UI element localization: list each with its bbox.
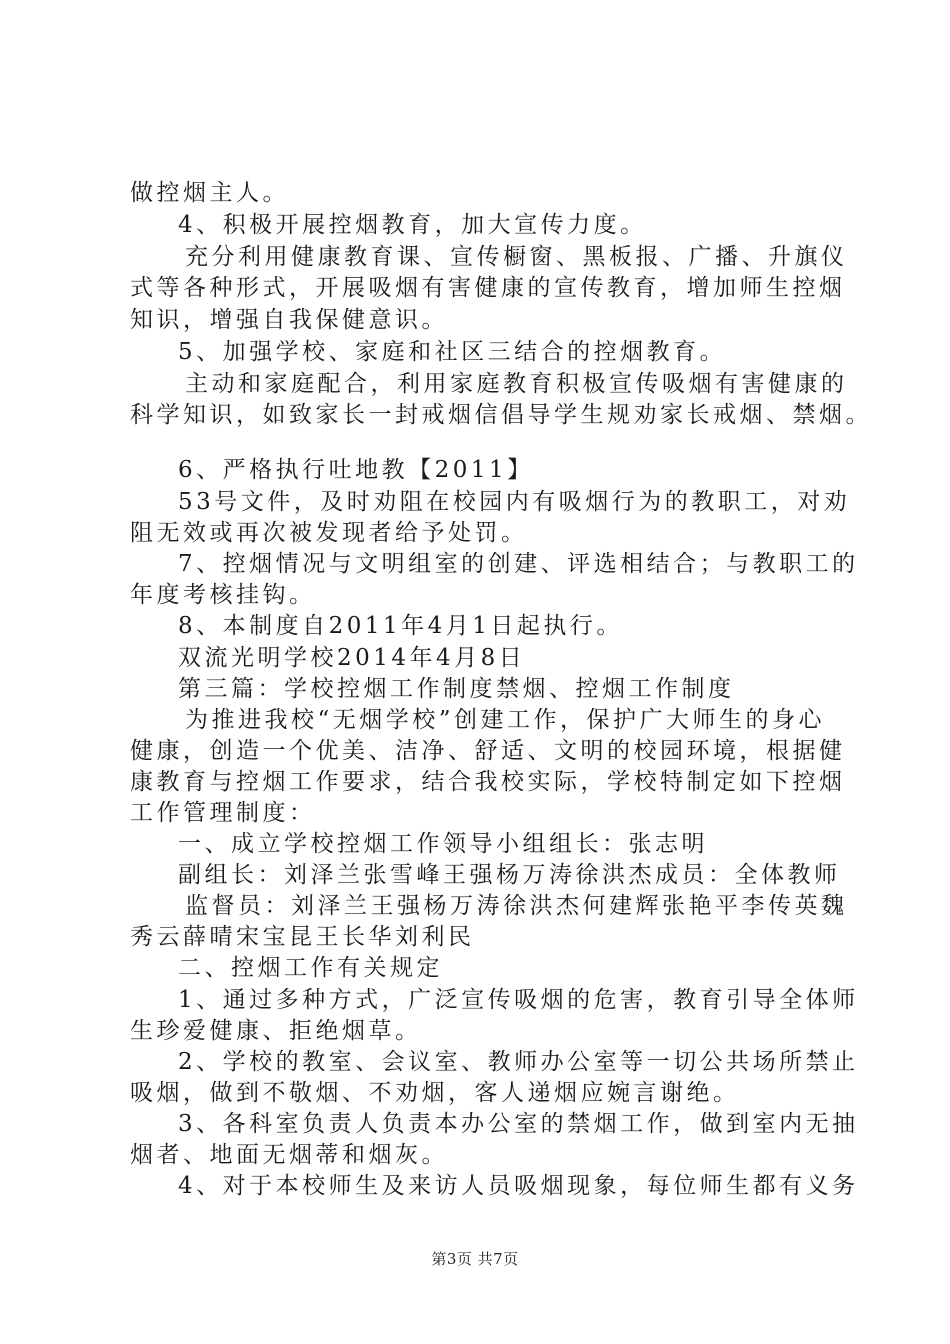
text-line: 5、加强学校、家庭和社区三结合的控烟教育。 — [178, 339, 727, 365]
text-line: 监督员：刘泽兰王强杨万涛徐洪杰何建辉张艳平李传英魏 — [185, 893, 848, 919]
text-line: 科学知识，如致家长一封戒烟信倡导学生规劝家长戒烟、禁烟。 — [130, 402, 872, 428]
text-line: 充分利用健康教育课、宣传橱窗、黑板报、广播、升旗仪 — [185, 244, 848, 270]
text-line: 式等各种形式，开展吸烟有害健康的宣传教育，增加师生控烟 — [130, 275, 846, 301]
text-line: 年度考核挂钩。 — [130, 582, 316, 608]
text-line: 为推进我校“无烟学校”创建工作，保护广大师生的身心 — [185, 707, 826, 733]
text-line: 4、对于本校师生及来访人员吸烟现象，每位师生都有义务 — [178, 1173, 859, 1199]
text-line: 烟者、地面无烟蒂和烟灰。 — [130, 1142, 448, 1168]
text-line: 秀云薛晴宋宝昆王长华刘利民 — [130, 924, 475, 950]
text-line: 1、通过多种方式，广泛宣传吸烟的危害，教育引导全体师 — [178, 987, 859, 1013]
text-line: 6、严格执行吐地教【2011】 — [178, 457, 534, 483]
text-line: 吸烟，做到不敬烟、不劝烟，客人递烟应婉言谢绝。 — [130, 1080, 740, 1106]
text-line: 健康，创造一个优美、洁净、舒适、文明的校园环境，根据健 — [130, 738, 846, 764]
page-number-footer: 第3页 共7页 — [431, 1250, 519, 1268]
text-line: 工作管理制度： — [130, 800, 316, 826]
text-line: 53号文件，及时劝阻在校园内有吸烟行为的教职工，对劝 — [178, 489, 851, 515]
text-line: 第三篇：学校控烟工作制度禁烟、控烟工作制度 — [178, 676, 735, 702]
text-line: 4、积极开展控烟教育，加大宣传力度。 — [178, 212, 647, 238]
text-line: 做控烟主人。 — [130, 180, 289, 206]
text-line: 8、本制度自2011年4月1日起执行。 — [178, 613, 623, 639]
text-line: 一、成立学校控烟工作领导小组组长：张志明 — [178, 831, 708, 857]
text-line: 3、各科室负责人负责本办公室的禁烟工作，做到室内无抽 — [178, 1111, 859, 1137]
text-line: 知识，增强自我保健意识。 — [130, 307, 448, 333]
text-line: 2、学校的教室、会议室、教师办公室等一切公共场所禁止 — [178, 1049, 859, 1075]
text-line: 7、控烟情况与文明组室的创建、评选相结合；与教职工的 — [178, 551, 859, 577]
text-line: 二、控烟工作有关规定 — [178, 955, 443, 981]
text-line: 副组长：刘泽兰张雪峰王强杨万涛徐洪杰成员：全体教师 — [178, 862, 841, 888]
text-line: 主动和家庭配合，利用家庭教育积极宣传吸烟有害健康的 — [185, 371, 848, 397]
text-line: 双流光明学校2014年4月8日 — [178, 645, 526, 671]
text-line: 生珍爱健康、拒绝烟草。 — [130, 1018, 422, 1044]
text-line: 阻无效或再次被发现者给予处罚。 — [130, 520, 528, 546]
text-line: 康教育与控烟工作要求，结合我校实际，学校特制定如下控烟 — [130, 769, 846, 795]
